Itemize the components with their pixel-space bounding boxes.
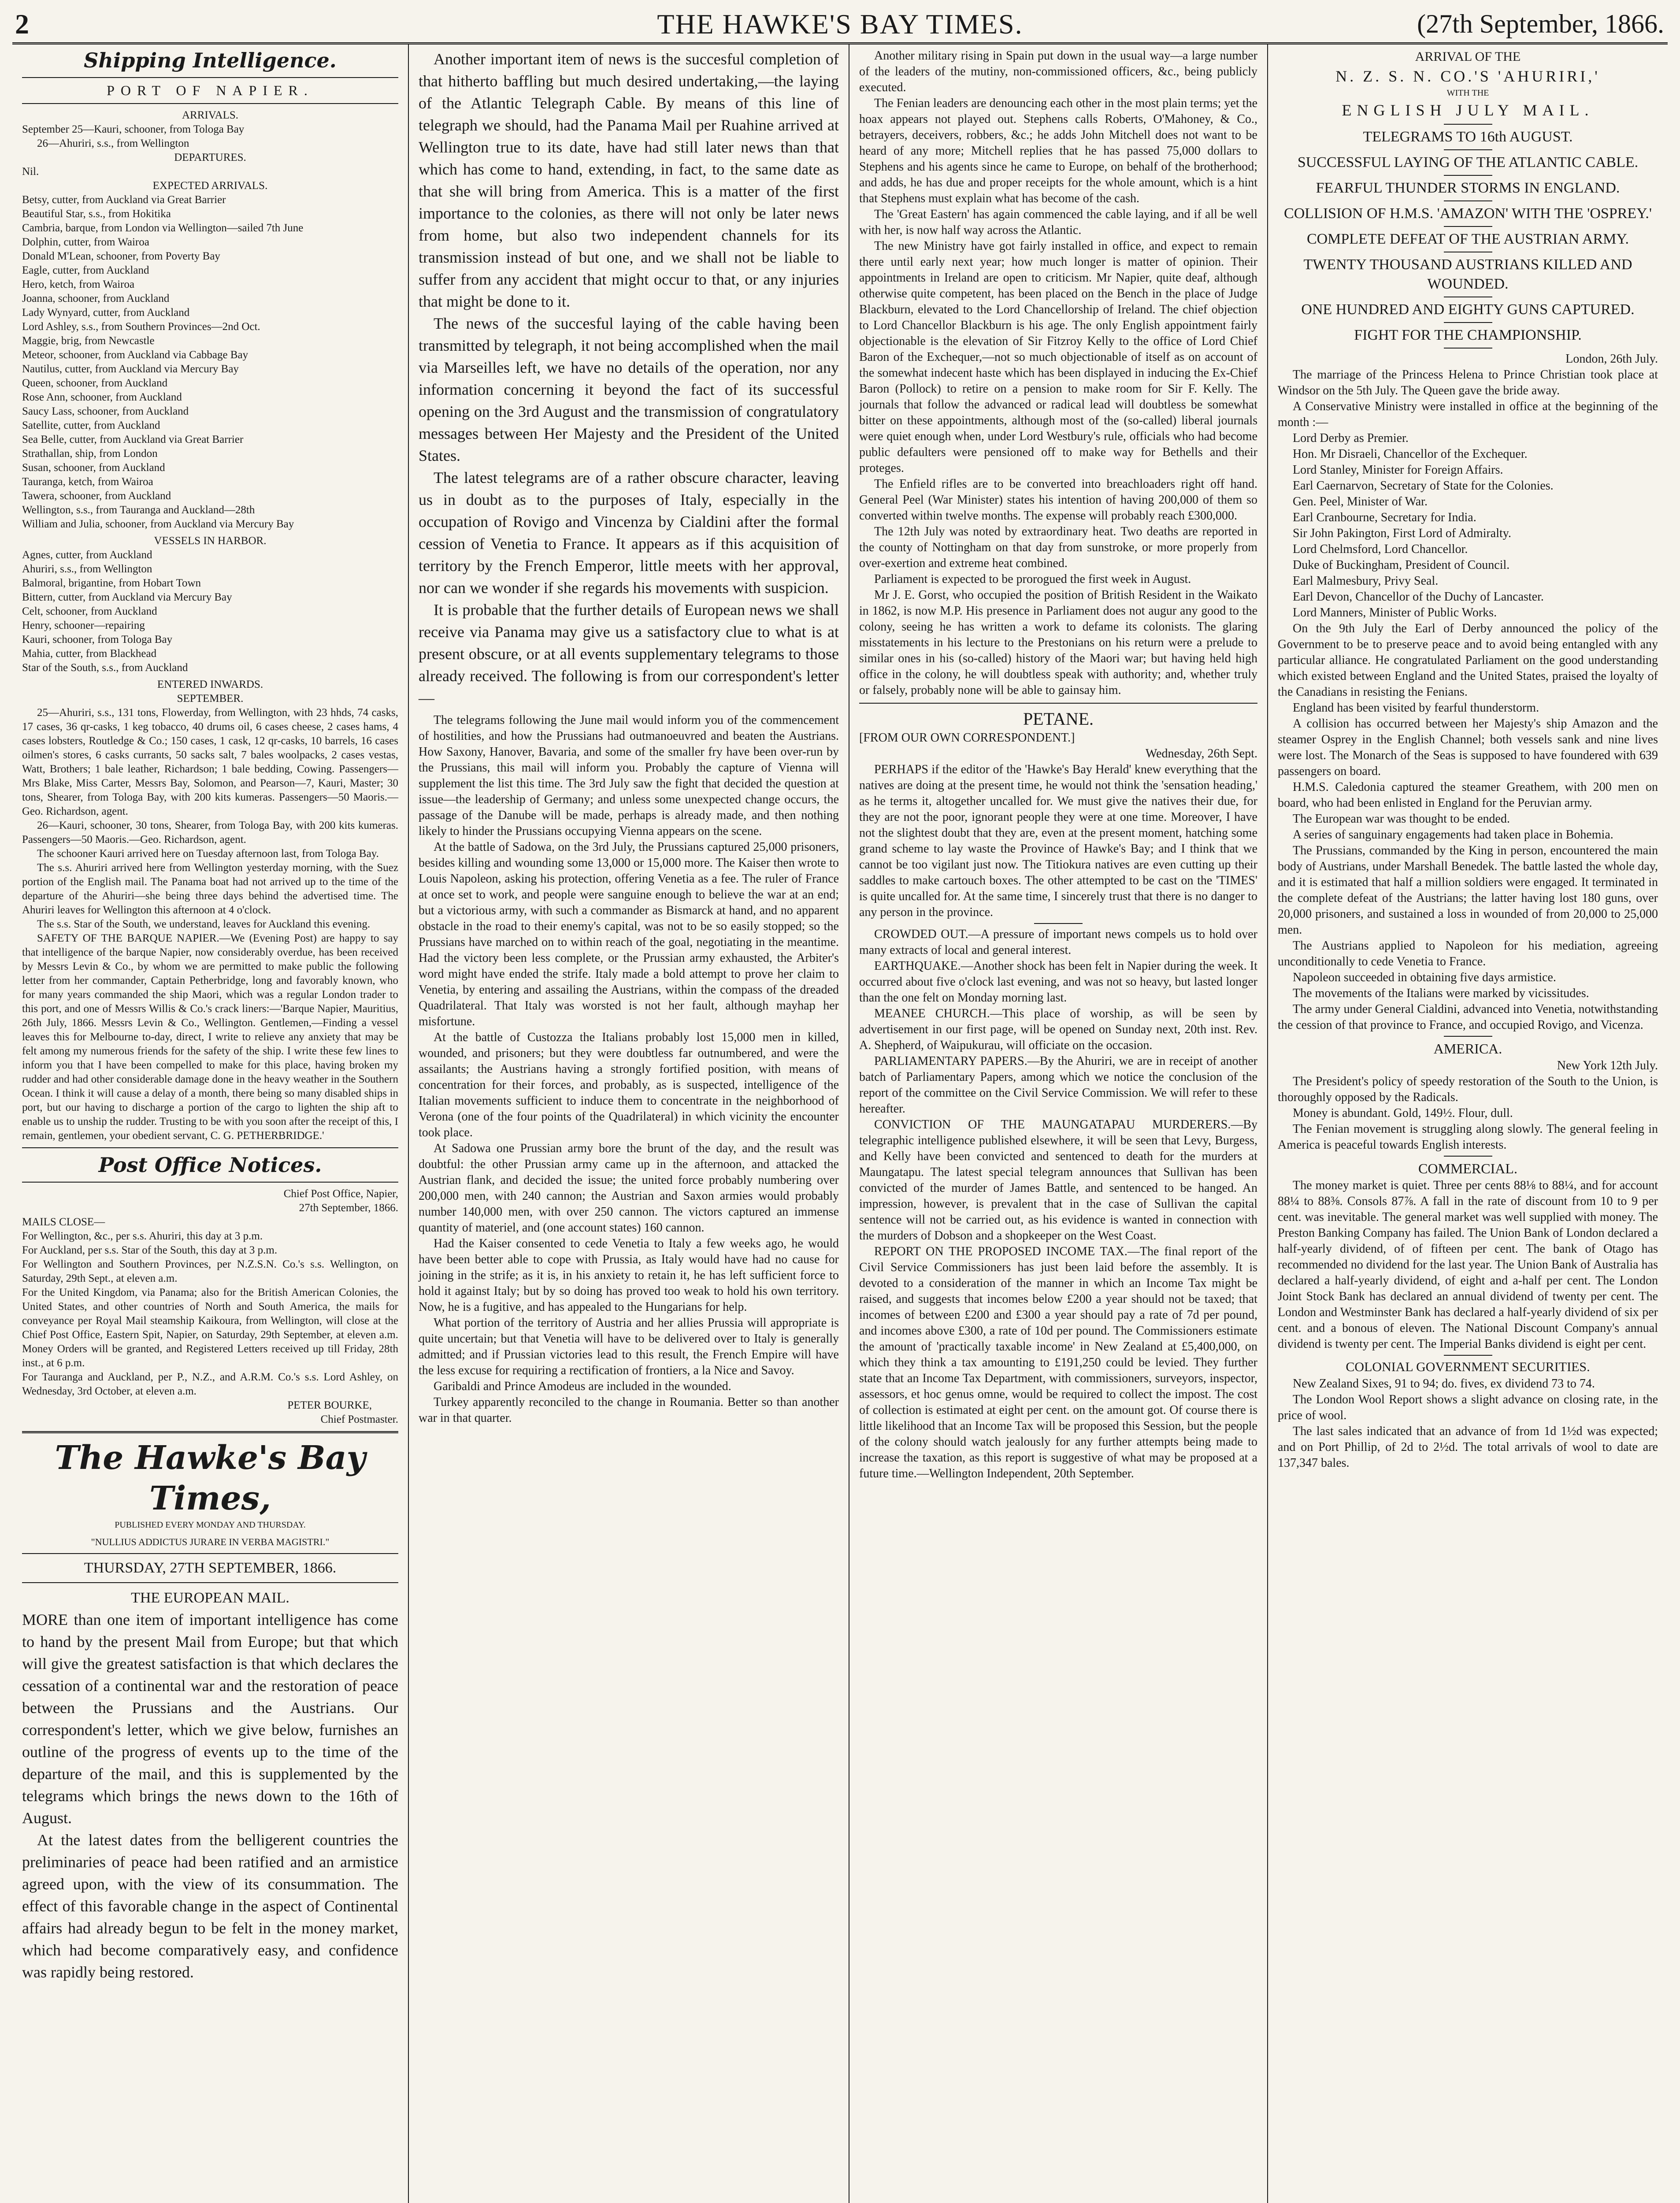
headline: SUCCESSFUL LAYING OF THE ATLANTIC CABLE. [1297, 154, 1639, 171]
america-news [1278, 1074, 1658, 1153]
telegrams-heading: TELEGRAMS TO 16th AUGUST. [1363, 129, 1573, 145]
commercial-report: The money market is quiet. Three per cents 88⅛ to 88¼, and for account 88¼ to 88⅜. Consols 87⅞. A fall in the rate of discount from 10 to 9 per cent. was inevitable. The general market was well supplied with money. The Preston Banking Company has failed. The Union Bank of London declared a half-yearly dividend, of of fifteen per cent. The bank of Otago has recommended no dividend for the last year. The Union Bank of Australia has declared a half-yearly dividend, of eight and a-half per cent. The London Joint Stock Bank has declared an annual dividend of twenty per cent. The London and Westminster Bank has declared a half-yearly dividend of six per cent. and a bonous of eleven. The National Discount Company's annual dividend is twenty per cent. The Imperial Banks dividend is eight per cent. [1278, 1179, 1658, 1351]
letter-paragraph: What portion of the territory of Austria and her allies Prussia will appropriate is quite uncertain; but that Venetia will have to be delivered over to Italy is generally admitted; and if Prussian victories lead to this result, the French Empire will have the less excuse for requiring a rectification of frontiers, a la Nice and Savoy. [419, 1316, 839, 1377]
postmaster-title: Chief Postmaster. [320, 1413, 398, 1425]
arrivals-heading: ARRIVALS. [182, 109, 239, 121]
expected-arrival-entry: William and Julia, schooner, from Auckland via Mercury Bay [22, 518, 294, 530]
european-mail-heading: THE EUROPEAN MAIL. [131, 1590, 289, 1606]
letter-paragraph: Had the Kaiser consented to cede Venetia to Italy a few weeks ago, he would have been better able to cope with Prussia, as Italy would have had no cause for joining in the strife; as it is, in his anxiety to retain it, he has left sufficient force to hold it against Italy; but by so doing has proved too weak to hold his own territory. Now, he is a fugitive, and has appealed to the Hungarians for help. [419, 1237, 839, 1314]
divider [1444, 124, 1492, 125]
expected-arrival-entry: Nautilus, cutter, from Auckland via Mercury Bay [22, 363, 239, 375]
news-item: Duke of Buckingham, President of Council. [1293, 558, 1510, 572]
post-office-heading: Post Office Notices. [98, 1153, 322, 1177]
editorial-paragraph: MORE than one item of important intelligence has come to hand by the present Mail from Europe; but that which will give the greatest satisfaction is that which declares the cessation of a continental war and the restoration of peace between the Prussians and the Austrians. Our correspondent's letter, which we give below, furnishes an outline of the progress of events up to the time of the departure of the mail, and this is supplemented by the telegrams which brings the news down to the 16th of August. [22, 1611, 398, 1827]
entered-inwards-entry: 25—Ahuriri, s.s., 131 tons, Flowerday, from Wellington, with 23 hhds, 74 casks, 17 cases, 36 qr-casks, 1 keg tobacco, 40 drums oil, 6 cases cheese, 2 cases hams, 4 cases lobsters, Routledge & Co.; 150 cases, 1 cask, 12 qr-casks, 10 barrels, 16 cases oilmen's stores, 6 casks currants, 50 sacks salt, 7 bales woolpacks, 2 cases vestas, Watt, Brothers; 1 bale leather, Richardson; 1 bale bedding, Cowing. Passengers—Mrs Blake, Miss Carter, Messrs Bay, Solomon, and Pearson—7, Kauri, Master; 30 tons, Shearer, from Tologa Bay, with 200 kits kumeras. Passengers—50 Maoris.—Geo. Richardson, agent. [22, 707, 398, 817]
america-heading: AMERICA. [1433, 1041, 1502, 1057]
vessels-in-harbour-list [22, 548, 398, 675]
vessel-in-harbour-entry: Bittern, cutter, from Auckland via Mercury Bay [22, 591, 232, 603]
expected-arrival-entry: Tawera, schooner, from Auckland [22, 490, 171, 502]
vessel-in-harbour-entry: Agnes, cutter, from Auckland [22, 549, 152, 561]
harbour-heading: VESSELS IN HARBOR. [154, 535, 267, 547]
mails-list [22, 1229, 398, 1398]
divider [1444, 149, 1492, 150]
headline: ONE HUNDRED AND EIGHTY GUNS CAPTURED. [1301, 301, 1635, 318]
petane-heading: PETANE. [1023, 709, 1094, 729]
masthead [12, 6, 1668, 45]
divider [1444, 1156, 1492, 1157]
news-item: The army under General Cialdini, advanced into Venetia, notwithstanding the cession of that province to France, and occupied Rovigo, and Vicenza. [1278, 1002, 1658, 1032]
letter-paragraph: At the battle of Custozza the Italians probably lost 15,000 men in killed, wounded, and prisoners; but they were doubtless far outnumbered, and were the assailants; the Austrians having a strongly fortified position, with means of concentration for their forces, and probably, as is suspected, intelligence of the Italian movements sufficient to induce them to concentrate in the neighborhood of Verona (one of the four points of the Quadrilateral) in which vicinity the encounter took place. [419, 1031, 839, 1139]
news-item: Lord Chelmsford, Lord Chancellor. [1293, 542, 1468, 556]
letter-continued [859, 48, 1257, 698]
mail-close-entry: For Wellington, &c., per s.s. Ahuriri, this day at 3 p.m. [22, 1230, 263, 1242]
news-item: A Conservative Ministry were installed in office at the beginning of the month :— [1278, 400, 1658, 429]
vessel-in-harbour-entry: Star of the South, s.s., from Auckland [22, 662, 188, 674]
expected-arrival-entry: Sea Belle, cutter, from Auckland via Great Barrier [22, 434, 244, 445]
vessel-in-harbour-entry: Celt, schooner, from Auckland [22, 605, 157, 617]
petane-date: Wednesday, 26th Sept. [1145, 747, 1257, 760]
news-paragraph: The new Ministry have got fairly installed in office, and expect to remain there until early next year; how much longer is matter of opinion. Their appointments in Ireland are open to criticism. Mr Napier, quite deaf, although otherwise quite competent, has been placed on the Bench in the place of Judge Blackburn, elevated to the Lord Chancellorship of Ireland. The chief objection to Lord Chancellor Blackburn is his age. The only English appointment fairly objectionable is the elevation of Sir Fitzroy Kelly to the office of Lord Chief Baron of the Exchequer,—not so much objectionable of itself as on account of the somewhat indecent haste which has been displayed in inducing the Ex-Chief Baron (Pollock) to retire on a pension to make room for Sir F. Kelly. The journals that follow the advanced or radical lead will doubtless be somewhat bitter on these appointments, although most of the (so-called) liberal journals were quiet enough when, under Lord Westbury's rule, officials who had become public defaulters were pensioned off to make way for Bethells and their proteges. [859, 239, 1257, 475]
shipping-note: The s.s. Ahuriri arrived here from Wellington yesterday morning, with the Suez portion of the English mail. The Panama boat had not arrived up to the time of the departure of the Ahuriri—she being three days behind the advertised time. The Ahuriri leaves for Wellington this afternoon at 4 o'clock. [22, 862, 398, 916]
headline: COMPLETE DEFEAT OF THE AUSTRIAN ARMY. [1306, 231, 1629, 247]
column-1 [12, 45, 409, 2203]
divider [22, 103, 398, 104]
expected-arrival-entry: Saucy Lass, schooner, from Auckland [22, 405, 189, 417]
colonial-securities-heading: COLONIAL GOVERNMENT SECURITIES. [1346, 1360, 1590, 1374]
expected-arrival-entry: Eagle, cutter, from Auckland [22, 264, 149, 276]
expected-arrival-entry: Dolphin, cutter, from Wairoa [22, 236, 149, 248]
news-item: Sir John Pakington, First Lord of Admiralty. [1293, 527, 1511, 540]
expected-arrival-entry: Hero, ketch, from Wairoa [22, 278, 135, 290]
with-the-heading: WITH THE [1446, 88, 1489, 98]
expected-arrival-entry: Joanna, schooner, from Auckland [22, 293, 170, 304]
expected-arrival-entry: Beautiful Star, s.s., from Hokitika [22, 208, 171, 220]
headline: COLLISION OF H.M.S. 'AMAZON' WITH THE 'OSPREY.' [1284, 205, 1652, 222]
vessel-in-harbour-entry: Mahia, cutter, from Blackhead [22, 648, 157, 660]
local-news-paragraph: EARTHQUAKE.—Another shock has been felt in Napier during the week. It occurred about five o'clock last evening, and was not so heavy, but lasted longer than the one felt on Monday morning last. [859, 959, 1257, 1005]
vessel-in-harbour-entry: Kauri, schooner, from Tologa Bay [22, 634, 173, 645]
local-news [859, 927, 1257, 1482]
headline: FIGHT FOR THE CHAMPIONSHIP. [1354, 327, 1582, 343]
post-office-location: Chief Post Office, Napier, [283, 1188, 398, 1200]
divider [22, 1582, 398, 1583]
america-news-item: The President's policy of speedy restoration of the South to the Union, is thoroughly opposed by the Radicals. [1278, 1075, 1658, 1104]
news-paragraph: Another military rising in Spain put down in the usual way—a large number of the leaders of the mutiny, non-commissioned officers, &c., being publicly executed. [859, 49, 1257, 94]
arrival-entry: September 25—Kauri, schooner, from Tologa Bay [22, 123, 245, 135]
shipping-heading: Shipping Intelligence. [84, 48, 337, 72]
shipping-note: The schooner Kauri arrived here on Tuesday afternoon last, from Tologa Bay. [37, 848, 379, 860]
inwards-heading: ENTERED INWARDS. [157, 679, 263, 690]
departures-heading: DEPARTURES. [174, 152, 246, 163]
paper-motto: "NULLIUS ADDICTUS JURARE IN VERBA MAGISTRI." [91, 1536, 330, 1547]
english-mail-heading: ENGLISH JULY MAIL. [1342, 101, 1594, 119]
news-item: The marriage of the Princess Helena to Prince Christian took place at Windsor on the 5th July. The Queen gave the bride away. [1278, 368, 1658, 397]
mail-close-entry: For Wellington and Southern Provinces, per N.Z.S.N. Co.'s s.s. Wellington, on Saturday, 29th Sept., at eleven a.m. [22, 1258, 398, 1284]
mail-close-entry: For Tauranga and Auckland, per P., N.Z., and A.R.M. Co.'s s.s. Lord Ashley, on Wednesday, 3rd October, at eleven a.m. [22, 1371, 398, 1397]
divider [1444, 226, 1492, 227]
expected-arrival-entry: Strathallan, ship, from London [22, 448, 158, 460]
petane-letter: PERHAPS if the editor of the 'Hawke's Bay Herald' knew everything that the natives are doing at the present time, he would not think the 'sensation heading,' as he terms it, altogether uncalled for. We must give the natives their due, for they are not the poor, ignorant people they were at one time. Moreover, I have not the slightest doubt that they are, even at the present moment, hatching some grand scheme to lay waste the Province of Hawke's Bay; and I think that we cannot be too vigilant just now. The Titiokura natives are even cutting up their saddles to make cartouch boxes. The other attempted to be cast on the 'TIMES' is quite uncalled for. At the same time, I sincerely trust that there is no danger to any person in the province. [859, 763, 1257, 919]
divider [1444, 1355, 1492, 1356]
divider [859, 703, 1257, 704]
inwards-month: SEPTEMBER. [177, 693, 244, 705]
news-item: Napoleon succeeded in obtaining five days armistice. [1293, 971, 1556, 984]
letter-paragraph: Turkey apparently reconciled to the change in Roumania. Better so than another war in that quarter. [419, 1395, 839, 1425]
shipping-notes [22, 847, 398, 1143]
letter-paragraph: Garibaldi and Prince Amodeus are included in the wounded. [434, 1380, 731, 1393]
london-dateline: London, 26th July. [1565, 352, 1658, 366]
expected-arrival-entry: Rose Ann, schooner, from Auckland [22, 391, 182, 403]
mail-close-entry: For the United Kingdom, via Panama; also for the British American Colonies, the United States, and other countries of North and South America, the mails for conveyance per Royal Mail steamship Kaikoura, from Wellington, will close at the Chief Post Office, Eastern Spit, Napier, on Saturday, 29th September, at eleven a.m. Money Orders will be granted, and Registered Letters received up till Friday, 28th inst., at 6 p.m. [22, 1287, 398, 1369]
expected-arrival-entry: Cambria, barque, from London via Wellington—sailed 7th June [22, 222, 304, 234]
expected-arrival-entry: Wellington, s.s., from Tauranga and Auckland—28th [22, 504, 255, 516]
letter-paragraph: At the battle of Sadowa, on the 3rd July, the Prussians captured 25,000 prisoners, besides killing and wounding some 13,000 or 15,000 more. The Kaiser then wrote to Louis Napoleon, asking his protection, offering Venetia as a fee. The ruler of France at once set to work, and people were sanguine enough to believe the war at an end; but a victorious army, with such a commander as Bismarck at hand, and no apparent obstacle in the road to their enemy's capital, was not to be so easily stopped; so the Prussians have marched on to within reach of the goal, negotiating in the meantime. Had the victory been less complete, or the Prussian army exhausted, the Arbiter's word might have ended the strife. Italy made a bold attempt to prove her claim to Venetia, by entering and assailing the Austrians, within the compass of the dreaded Quadrilateral. That Italy was worsted is not her fault, although mayhap her misfortune. [419, 840, 839, 1028]
editorial-date: THURSDAY, 27TH SEPTEMBER, 1866. [84, 1560, 337, 1576]
news-item: Hon. Mr Disraeli, Chancellor of the Exchequer. [1293, 447, 1528, 461]
news-item: The Prussians, commanded by the King in person, encountered the main body of Austrians, under Marshall Benedek. The battle lasted the whole day, and it is estimated that half a million soldiers were engaged. It terminated in the complete defeat of the Austrians; the latter having lost 180 guns, over 20,000 prisoners, and sustained a loss in wounded of from 20,000 to 25,000 men. [1278, 844, 1658, 937]
page-number: 2 [15, 8, 29, 40]
divider [1444, 175, 1492, 176]
letter-paragraph: The telegrams following the June mail would inform you of the commencement of hostilities, and how the Prussians had outmanoeuvred and beaten the Austrians. How Saxony, Hanover, Bavaria, and some of the smaller fry have been over-run by the Prussians, this mail will inform you. Probably the capture of Vienna will supplement the list this time. The 3rd July saw the fight that decided the question at issue—the leadership of Germany; and unless some unexpected change occurs, the passage of the Danube will be made, perhaps is already made, and then nothing likely to hinder the Prussians occupying Vienna appears on the scene. [419, 713, 839, 838]
news-paragraph: The 12th July was noted by extraordinary heat. Two deaths are reported in the county of Nottingham on that day from sunstroke, or more properly from over-exertion and extreme heat combined. [859, 525, 1257, 570]
local-news-paragraph: CONVICTION OF THE MAUNGATAPAU MURDERERS.—By telegraphic intelligence published elsewhere, it will be seen that Levy, Burgess, and Kelly have been convicted and sentenced to death for the murders at Maungatapu. The latest special telegram announces that Sullivan has been convicted of the murder of James Battle, and sentenced to be hanged. An impression, however, is prevalent that in the case of Sullivan the capital sentence will not be carried out, as his evidence is wanted in connection with the murders of Dobson and a shopkeeper on the West Coast. [859, 1118, 1257, 1242]
local-news-paragraph: PARLIAMENTARY PAPERS.—By the Ahuriri, we are in receipt of another batch of Parliamentary Papers, among which we notice the conclusion of the report of the committee on the Civil Service Commission. We will refer to these hereafter. [859, 1054, 1257, 1116]
america-dateline: New York 12th July. [1557, 1059, 1658, 1072]
colonial-securities-item: The London Wool Report shows a slight advance on closing rate, in the price of wool. [1278, 1393, 1658, 1422]
news-paragraph: The 'Great Eastern' has again commenced the cable laying, and if all be well with her, is now half way across the Atlantic. [859, 208, 1257, 237]
expected-arrival-entry: Meteor, schooner, from Auckland via Cabbage Bay [22, 349, 248, 361]
news-paragraph: Parliament is expected to be prorogued the first week in August. [874, 572, 1191, 586]
expected-arrival-entry: Satellite, cutter, from Auckland [22, 419, 160, 431]
divider [1444, 322, 1492, 323]
expected-arrivals-list [22, 193, 398, 531]
shipping-note: The s.s. Star of the South, we understand, leaves for Auckland this evening. [37, 918, 371, 930]
news-paragraph: Mr J. E. Gorst, who occupied the position of British Resident in the Waikato in 1862, is now M.P. His presence in Parliament does not augur any good to the colony, seeing he has written a work to defame its colonists. The glaring misstatements in his lecture to the Prestonians on his return were a prelude to similar ones in his (so-called) history of the Maori war; but having held high office in the colony, he will doubtless speak with authority; and, whether truly or falsely, probably none will be able to gainsay him. [859, 588, 1257, 697]
expected-arrival-entry: Lord Ashley, s.s., from Southern Provinces—2nd Oct. [22, 321, 260, 333]
news-item: Lord Derby as Premier. [1293, 431, 1409, 445]
news-item: Lord Manners, Minister of Public Works. [1293, 606, 1497, 619]
divider [1444, 200, 1492, 201]
vessel-in-harbour-entry: Ahuriri, s.s., from Wellington [22, 563, 152, 575]
arrival-entry: 26—Ahuriri, s.s., from Wellington [37, 137, 189, 149]
news-item: On the 9th July the Earl of Derby announced the policy of the Government to be to preserve peace and to avoid being entangled with any particular alliance. He congratulated Parliament on the good understanding which existed between England and the United States, praised the loyalty of the Canadians in resisting the Fenians. [1278, 622, 1658, 699]
colonial-securities-item: The last sales indicated that an advance of from 1d 1½d was expected; and on Port Phillip, of 2d to 2½d. The total arrivals of wool to date are 137,347 bales. [1278, 1424, 1658, 1470]
column-4 [1268, 45, 1668, 2203]
divider [1034, 923, 1083, 924]
expected-arrival-entry: Donald M'Lean, schooner, from Poverty Bay [22, 250, 220, 262]
divider [22, 77, 398, 78]
correspondent-letter [419, 712, 839, 1426]
news-item: Earl Malmesbury, Privy Seal. [1293, 574, 1439, 588]
expected-heading: EXPECTED ARRIVALS. [152, 180, 268, 192]
paper-nameplate: The Hawke's Bay Times, [55, 1439, 366, 1517]
news-item: Lord Stanley, Minister for Foreign Affairs. [1293, 463, 1503, 477]
issue-date-header: (27th September, 1866. [1417, 9, 1664, 38]
news-item: A series of sanguinary engagements had taken place in Bohemia. [1293, 828, 1613, 842]
expected-arrival-entry: Susan, schooner, from Auckland [22, 462, 165, 474]
port-heading: PORT OF NAPIER. [107, 82, 314, 98]
news-item: The Austrians applied to Napoleon for his mediation, agreeing unconditionally to cede Venetia to France. [1278, 939, 1658, 968]
post-office-date: 27th September, 1866. [299, 1202, 398, 1214]
local-news-paragraph: CROWDED OUT.—A pressure of important news compels us to hold over many extracts of local and general interest. [859, 927, 1257, 957]
departures-entry: Nil. [22, 166, 39, 178]
news-item: Earl Devon, Chancellor of the Duchy of Lancaster. [1293, 590, 1544, 604]
letter-paragraph: At Sadowa one Prussian army bore the brunt of the day, and the result was doubtful: the other Prussian army came up in the afternoon, and attacked the Austrian flank, and decided the issue; the united force probably numbering over 200,000 men, with 240 cannon; the Austrian and Saxon armies would probably number 140,000 men, with over 250 cannon. The victors captured an immense quantity of materiel, and (one account states) 160 cannon. [419, 1142, 839, 1235]
ship-heading: N. Z. S. N. CO.'S 'AHURIRI,' [1335, 67, 1600, 85]
headline: FEARFUL THUNDER STORMS IN ENGLAND. [1316, 180, 1620, 196]
petane-source: [FROM OUR OWN CORRESPONDENT.] [859, 731, 1075, 745]
america-news-item: The Fenian movement is struggling along slowly. The general feeling in America is peaceful towards English interests. [1278, 1122, 1658, 1152]
colonial-securities [1278, 1376, 1658, 1471]
news-item: Earl Cranbourne, Secretary for India. [1293, 511, 1476, 524]
headline: TWENTY THOUSAND AUSTRIANS KILLED AND WOUNDED. [1303, 256, 1632, 292]
news-item: Gen. Peel, Minister of War. [1293, 495, 1428, 508]
expected-arrival-entry: Lady Wynyard, cutter, from Auckland [22, 307, 190, 319]
colonial-securities-item: New Zealand Sixes, 91 to 94; do. fives, ex dividend 73 to 74. [1293, 1377, 1595, 1391]
publication-schedule: PUBLISHED EVERY MONDAY AND THURSDAY. [115, 1520, 306, 1530]
arrival-heading: ARRIVAL OF THE [1415, 49, 1521, 64]
london-news [1278, 367, 1658, 1033]
america-news-item: Money is abundant. Gold, 149½. Flour, dull. [1293, 1106, 1513, 1120]
vessel-in-harbour-entry: Henry, schooner—repairing [22, 619, 145, 631]
shipping-note: SAFETY OF THE BARQUE NAPIER.—We (Evening Post) are happy to say that intelligence of the barque Napier, now considerably overdue, has been received by Messrs Levin & Co., by whom we are permitted to make public the following letter from her commander, Captain Petherbridge, long and favorably known, who for many years commanded the ship Maori, which was a regular London trader to this port, and one of Messrs Willis & Co.'s crack liners:—'Barque Napier, Mauritius, 26th July, 1866. Messrs Levin & Co., Wellington. Gentlemen,—Finding a vessel leaves this for Melbourne to-day, direct, I write to relieve any anxiety that may be felt among my numerous friends for the safety of the ship. I write these few lines to inform you that I have been compelled to make for this place, having broken my rudder and had other considerable damage done in the heavy weather in the Southern Ocean. I think it will cause a delay of a month, there being so many disabled ships in port, but our having to discharge a portion of the cargo to lighten the ship aft to enable us to unship the rudder. Trusting to be with you soon after the receipt of this, I remain, gentlemen, your obedient servant, C. G. PETHERBRIDGE.' [22, 932, 398, 1142]
commercial-heading: COMMERCIAL. [1418, 1161, 1517, 1176]
news-item: A collision has occurred between her Majesty's ship Amazon and the steamer Osprey in the English Channel; both vessels sank and nine lives were lost. The Monarch of the Seas is supposed to have foundered with 639 passengers on board. [1278, 717, 1658, 778]
newspaper-title: THE HAWKE'S BAY TIMES. [657, 8, 1023, 40]
divider [22, 1553, 398, 1554]
divider [1444, 348, 1492, 349]
vessel-in-harbour-entry: Balmoral, brigantine, from Hobart Town [22, 577, 201, 589]
news-item: H.M.S. Caledonia captured the steamer Greathem, with 200 men on board, who had been enlisted in England for the Peruvian army. [1278, 780, 1658, 810]
news-item: Earl Caernarvon, Secretary of State for the Colonies. [1293, 479, 1554, 493]
news-item: England has been visited by fearful thunderstorm. [1293, 701, 1539, 715]
news-paragraph: The Fenian leaders are denouncing each other in the most plain terms; yet the hoax appears not played out. Stephens calls Roberts, O'Mahoney, & Co., betrayers, deceivers, robbers, &c.; he adds John Mitchell does not want to be heard of any more; Mitchell replies that he has passed 75,000 dollars to Stephens and his agents since he came to Europe, on behalf of the brotherhood; and adds, he has due and proper receipts for the whole amount, which is a hint that Stephens must explain what has become of the cash. [859, 96, 1257, 205]
editorial-paragraph: At the latest dates from the belligerent countries the preliminaries of peace had been ratified and an armistice agreed upon, with the view of its consummation. The effect of this favorable change in the aspect of Continental affairs had already begun to be felt in the money market, which had become comparatively easy, and confidence was rapidly being restored. [22, 1831, 398, 1981]
editorial-paragraph: It is probable that the further details of European news we shall receive via Panama may give us a satisfactory clue to what is at present obscure, or at all events supplementary telegrams to those already received. The following is from our correspondent's letter— [419, 601, 839, 707]
editorial-paragraph: Another important item of news is the succesful completion of that hitherto baffling but much desired undertaking,—the laying of the Atlantic Telegraph Cable. By means of this line of telegraph we should, had the Panama Mail per Ruahine arrived at Wellington true to its date, have had still later news than that which has come to hand, extending, in fact, to the same date as that she will bring from America. This is a matter of the first importance to the colonies, as there will not only be later news from home, but also two independent channels for its transmission instead of but one, and we shall not be liable to suffer from any accident that might occur to that, or any injuries that might be done to it. [419, 50, 839, 310]
expected-arrival-entry: Queen, schooner, from Auckland [22, 377, 168, 389]
divider [22, 1147, 398, 1148]
postmaster-name: PETER BOURKE, [287, 1399, 372, 1411]
expected-arrival-entry: Tauranga, ketch, from Wairoa [22, 476, 153, 488]
editorial-paragraph: The latest telegrams are of a rather obscure character, leaving us in doubt as to the purposes of Italy, especially in the occupation of Rovigo and Vincenza by Cialdini after the formal cession of Venetia to France. It appears as if this acquisition of territory by the French Emperor, little meets with her approval, nor can we wonder if she regards his movements with suspicion. [419, 469, 839, 597]
mail-close-entry: For Auckland, per s.s. Star of the South, this day at 3 p.m. [22, 1244, 278, 1256]
divider [22, 1182, 398, 1183]
expected-arrival-entry: Betsy, cutter, from Auckland via Great Barrier [22, 194, 226, 206]
news-item: The movements of the Italians were marked by vicissitudes. [1293, 987, 1589, 1000]
entered-inwards-entry: 26—Kauri, schooner, 30 tons, Shearer, from Tologa Bay, with 200 kits kumeras. Passengers—50 Maoris.—Geo. Richardson, agent. [22, 820, 398, 846]
entered-inwards-list [22, 706, 398, 847]
divider [22, 1431, 398, 1433]
editorial-paragraph: The news of the succesful laying of the cable having been transmitted by telegraph, it not being accomplished when the mail via Marseilles left, we have no details of the operation, nor any information concerning it beyond the fact of its successful opening on the 3rd August and the transmission of congratulatory messages between Her Majesty and the President of the United States. [419, 315, 839, 464]
local-news-paragraph: REPORT ON THE PROPOSED INCOME TAX.—The final report of the Civil Service Commissioners has just been laid before the assembly. It is devoted to a consideration of the manner in which an Income Tax might be raised, and suggests that incomes below £200 a year should not be taxed; that incomes of between £200 and £300 a year should pay a rate of 7d per pound, and incomes above £300, a rate of 10d per pound. The Commissioners estimate the amount of 'practically taxable income' in New Zealand at £5,400,000, on which they think a tax amounting to £191,250 could be levied. They further state that an Income Tax Department, with commissioners, surveyors, inspector, assessors, et hoc genus omne, would be required to collect the impost. The cost of collection is estimated at eight per cent. on the amount got. Of course there is little likelihood that an Income Tax will be proposed this Session, but the people of the colony should watch jealously for any further attempts being made to increase the taxation, as this report is suggestive of what may be proposed at a future time.—Wellington Independent, 20th September. [859, 1245, 1257, 1480]
mails-close-heading: MAILS CLOSE— [22, 1216, 105, 1228]
news-item: The European war was thought to be ended. [1293, 812, 1510, 826]
column-2 [409, 45, 849, 2203]
expected-arrival-entry: Maggie, brig, from Newcastle [22, 335, 155, 347]
divider [1444, 1036, 1492, 1037]
column-3 [849, 45, 1268, 2203]
local-news-paragraph: MEANEE CHURCH.—This place of worship, as will be seen by advertisement in our first page, will be opened on Sunday next, 20th inst. Rev. A. Shepherd, of Waipukurau, will officiate on the occasion. [859, 1007, 1257, 1052]
news-paragraph: The Enfield rifles are to be converted into breachloaders right off hand. General Peel (War Minister) states his intention of having 200,000 of them so converted within twelve months. The expense will probably reach £300,000. [859, 477, 1257, 523]
columns [12, 45, 1668, 2203]
